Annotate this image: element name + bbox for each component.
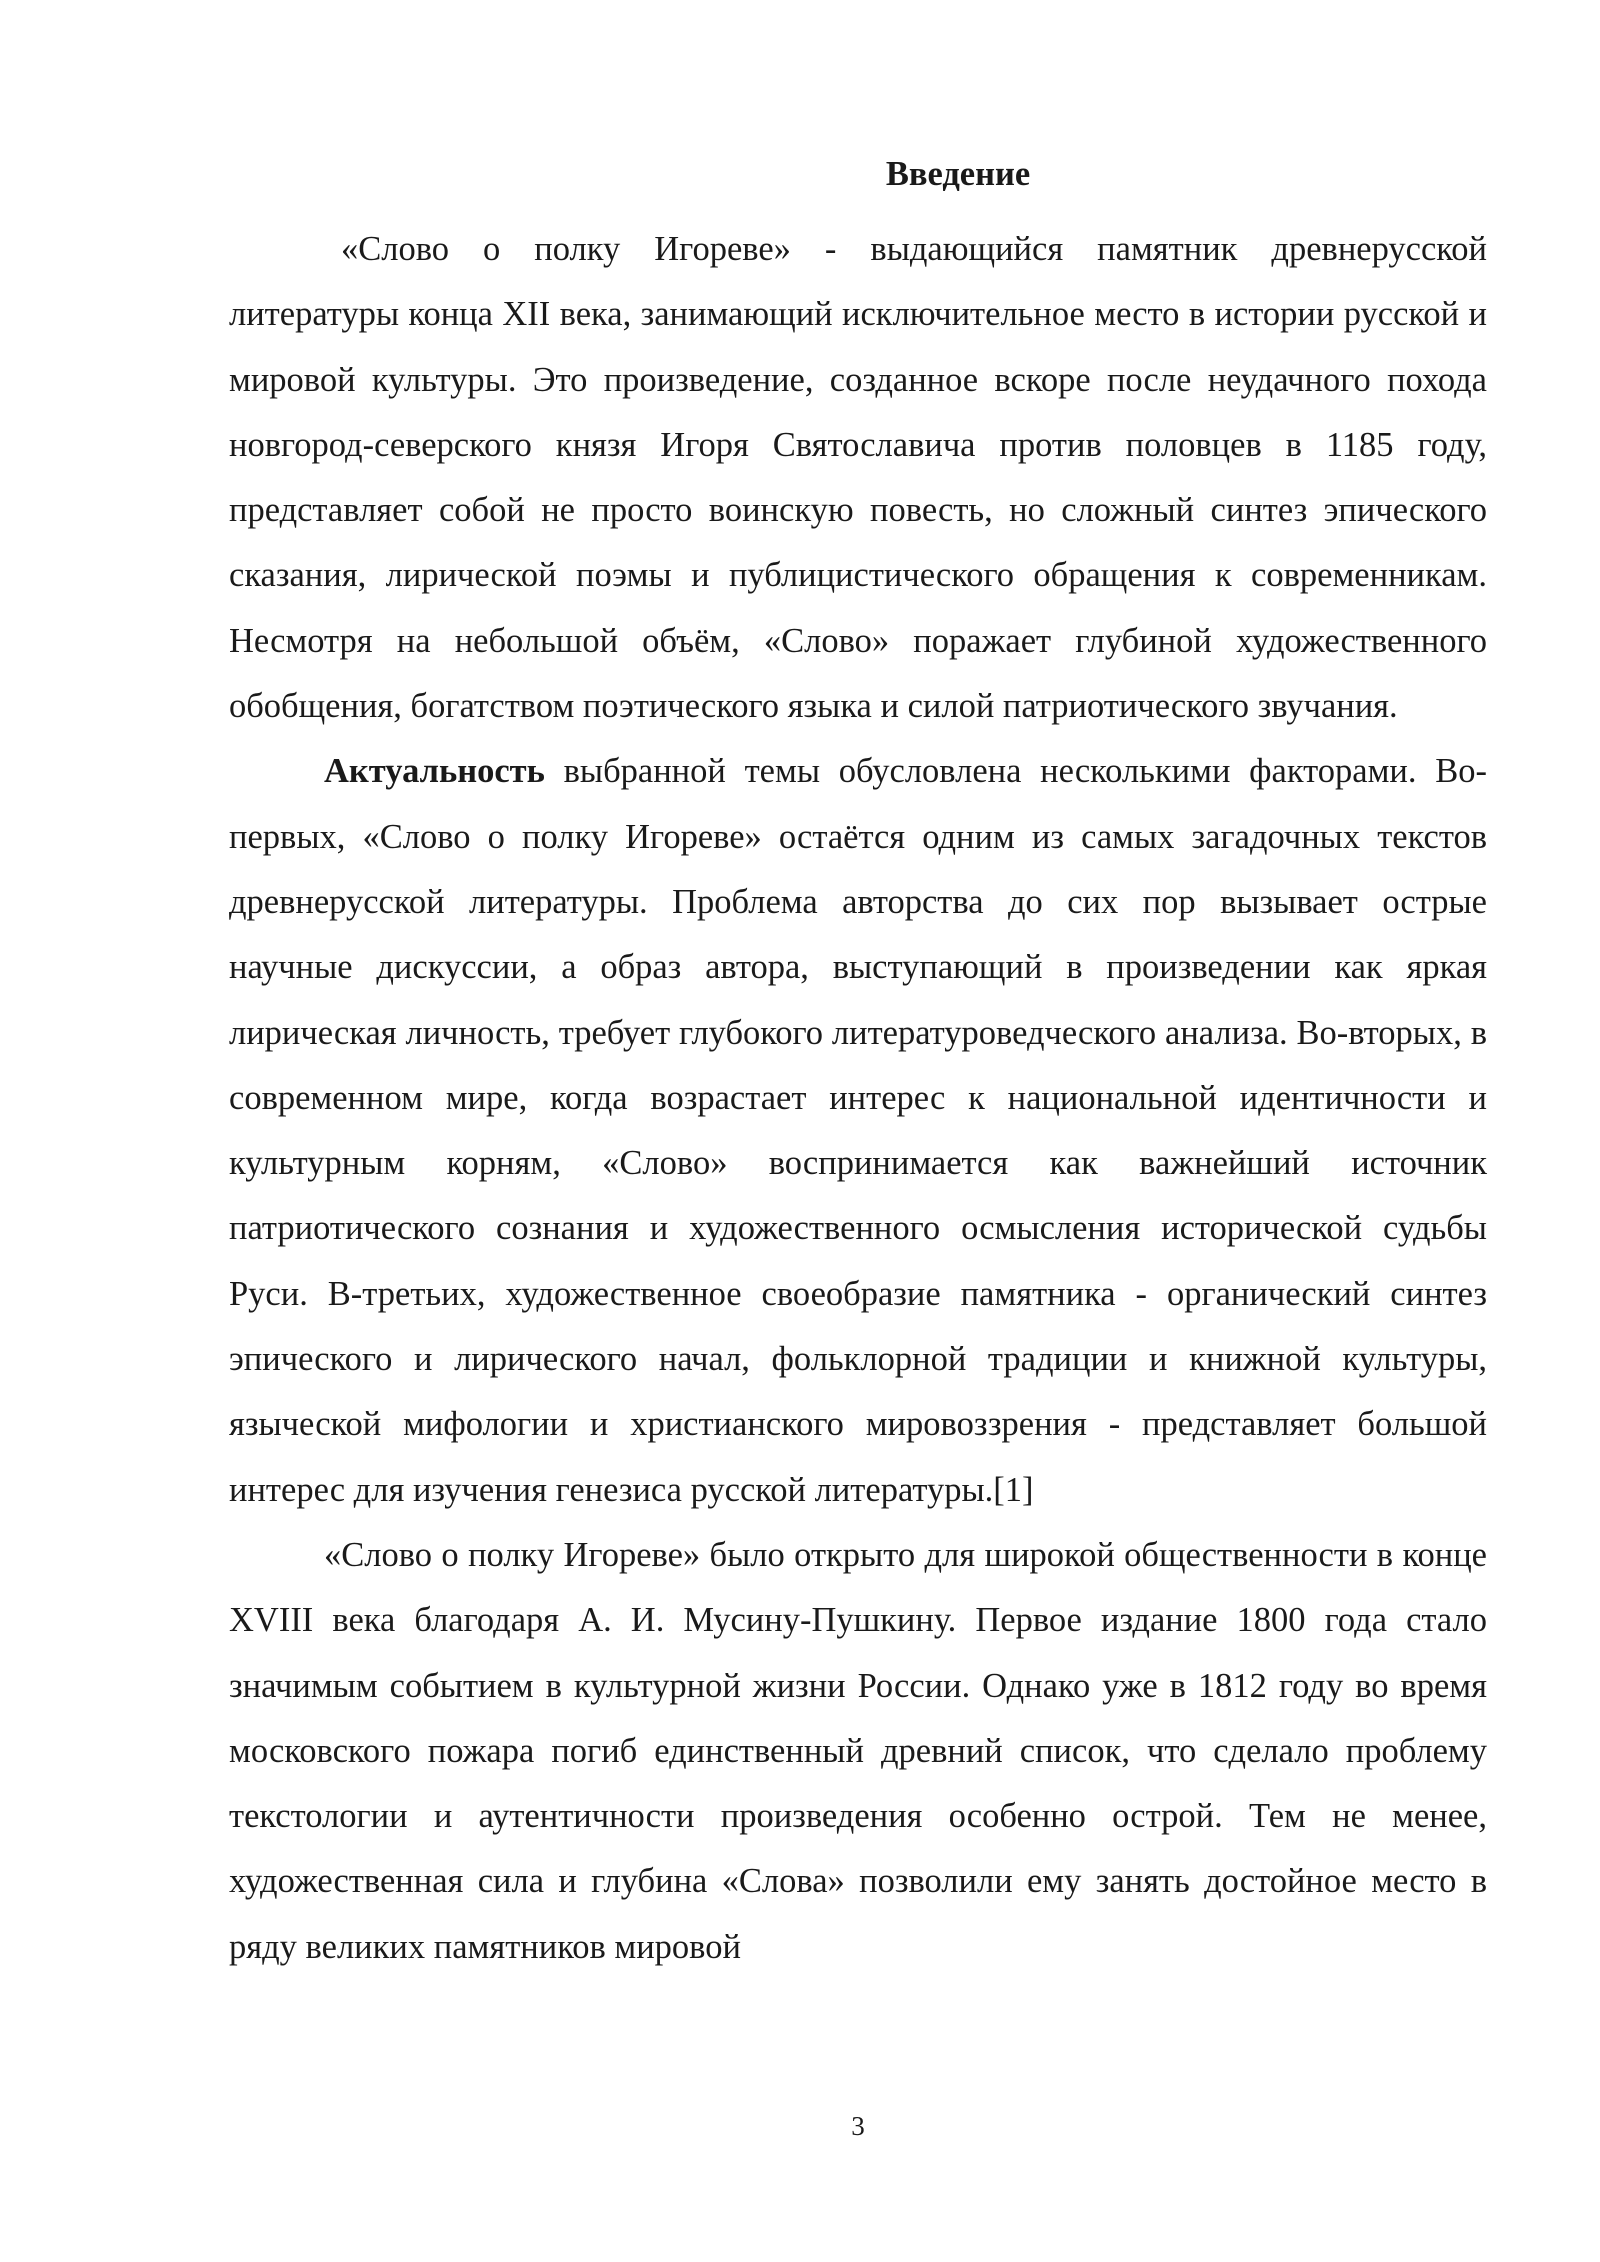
- section-heading: Введение: [885, 155, 1031, 193]
- paragraph-text: выбранной темы обусловлена несколькими факторами. Во-первых, «Слово о полку Игореве» остаётся одним из самых загадочных текстов древнерусской литературы. Проблема авторства до сих пор вызывает острые научные дискуссии, а образ автора, выступающий в произведении как яркая лирическая личность, требует глубокого литературоведческого анализа. Во-вторых, в современном мире, когда возрастает интерес к национальной идентичности и культурным корням, «Слово» воспринимается как важнейший источник патриотического сознания и художественного осмысления исторической судьбы Руси. В-третьих, художественное своеобразие памятника - органический синтез эпического и лирического начал, фольклорной традиции и книжной культуры, языческой мифологии и христианского мировоззрения - представляет большой интерес для изучения генезиса русской литературы.[1]: [229, 752, 1487, 1509]
- page-number: 3: [851, 2111, 865, 2141]
- paragraph-relevance: [229, 739, 1487, 1523]
- page-body: [229, 152, 1487, 1980]
- paragraph-text: «Слово о полку Игореве» было открыто для широкой общественности в конце XVIII века благодаря А. И. Мусину-Пушкину. Первое издание 1800 года стало значимым событием в культурной жизни России. Однако уже в 1812 году во время московского пожара погиб единственный древний список, что сделало проблему текстологии и аутентичности произведения особенно острой. Тем не менее, художественная сила и глубина «Слова» позволили ему занять достойное место в ряду великих памятников мировой: [229, 1535, 1487, 1966]
- bold-term: Актуальность: [324, 752, 545, 791]
- paragraph-introduction: [229, 217, 1487, 739]
- paragraph-history: [229, 1523, 1487, 1980]
- paragraph-text: «Слово о полку Игореве» - выдающийся памятник древнерусской литературы конца XII века, занимающий исключительное место в истории русской и мировой культуры. Это произведение, созданное вскоре после неудачного похода новгород-северского князя Игоря Святославича против половцев в 1185 году, представляет собой не просто воинскую повесть, но сложный синтез эпического сказания, лирической поэмы и публицистического обращения к современникам. Несмотря на небольшой объём, «Слово» поражает глубиной художественного обобщения, богатством поэтического языка и силой патриотического звучания.: [229, 230, 1487, 726]
